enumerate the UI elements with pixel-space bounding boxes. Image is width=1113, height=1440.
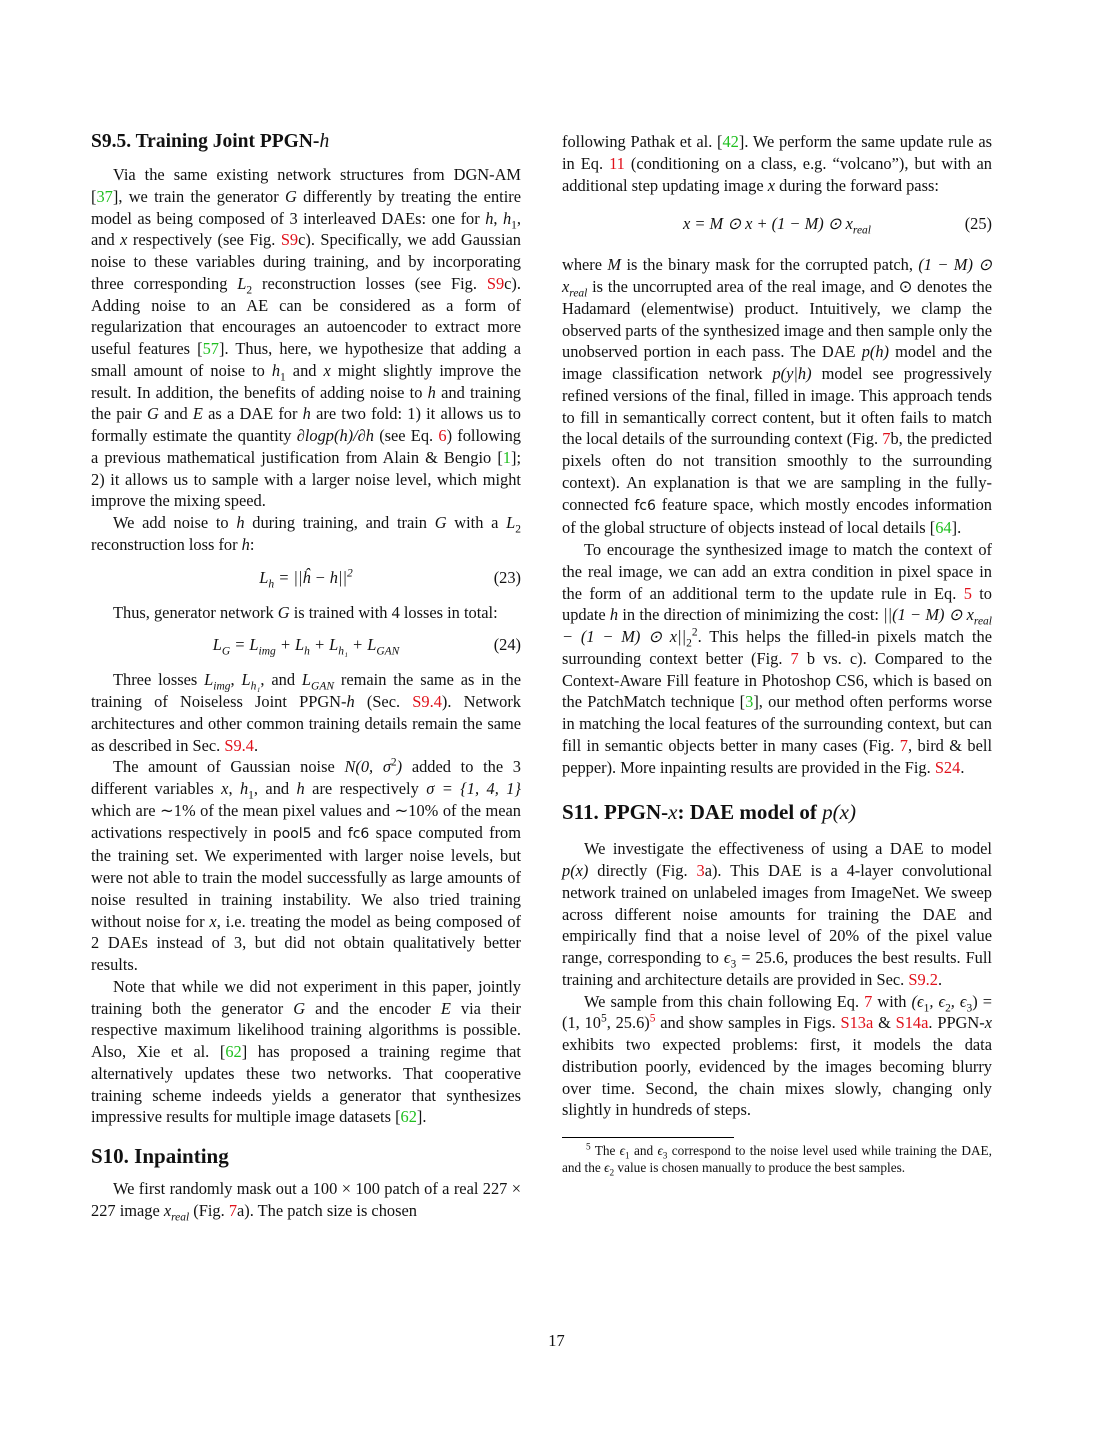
figure-ref-link[interactable]: 7 bbox=[790, 648, 799, 668]
text-run: fc6 bbox=[634, 497, 656, 514]
text-run: and bbox=[158, 404, 193, 424]
section-ref-link[interactable]: S9.4 bbox=[412, 692, 442, 711]
equation-ref-link[interactable]: 5 bbox=[963, 583, 972, 603]
text-run: and show samples in Figs. bbox=[655, 1013, 841, 1033]
text-run: , ϵ bbox=[950, 991, 967, 1011]
equation-number: (25) bbox=[964, 214, 992, 234]
text-run: ) = (1, 10 bbox=[562, 991, 992, 1033]
citation-link[interactable]: 1 bbox=[502, 447, 511, 467]
citation-link[interactable]: 62 bbox=[225, 1042, 242, 1061]
text-run: x = M ⊙ x + (1 − M) ⊙ x bbox=[683, 214, 853, 234]
text-run: (1 − M) ⊙ x bbox=[562, 255, 993, 296]
figure-ref-link[interactable]: 7 bbox=[882, 429, 891, 449]
figure-ref-link[interactable]: S14a bbox=[895, 1013, 929, 1033]
section-ref-link[interactable]: S9.4 bbox=[224, 735, 254, 755]
text-run: reconstruction losses (see Fig. bbox=[252, 273, 487, 293]
footnote-divider bbox=[562, 1137, 734, 1138]
text-run: might slightly improve the result. In addition, the benefits of adding noise to bbox=[91, 360, 521, 402]
equation-number: (23) bbox=[493, 567, 521, 587]
equation-ref-link[interactable]: 7 bbox=[864, 991, 873, 1011]
text-run: pool5 bbox=[272, 825, 312, 842]
text-run: G bbox=[293, 998, 306, 1018]
paragraph bbox=[91, 756, 521, 976]
text-run: , i.e. treating the model as being composed of 2 DAEs instead of 3, but did not obtain qualitatively better results. bbox=[91, 911, 521, 974]
figure-ref-link[interactable]: S13a bbox=[840, 1013, 874, 1033]
text-run: c). Adding noise to an AE can be considered as a form of regularization that encourages an autoencoder to extract more useful features [ bbox=[91, 273, 521, 358]
text-run: + L bbox=[309, 635, 339, 655]
text-run: (conditioning on a class, e.g. “volcano”), but with an additional step updating image bbox=[562, 153, 993, 195]
text-run: is trained with 4 losses in total: bbox=[289, 602, 498, 622]
text-run: h bbox=[485, 208, 494, 228]
text-run: and bbox=[629, 1143, 658, 1158]
left-column bbox=[91, 130, 521, 1222]
citation-link[interactable]: 3 bbox=[745, 692, 754, 712]
equation-ref-link[interactable]: 11 bbox=[609, 153, 625, 173]
text-run: , and bbox=[260, 670, 302, 690]
text-run: G bbox=[434, 513, 447, 532]
figure-ref-link[interactable]: 3 bbox=[696, 861, 705, 880]
text-run: = ||ĥ − h|| bbox=[274, 567, 348, 587]
text-run: Via the same existing network structures from DGN-AM bbox=[113, 165, 521, 184]
paragraph bbox=[562, 838, 992, 990]
text-run: We first randomly mask out a bbox=[113, 1179, 313, 1198]
text-run: ϵ bbox=[657, 1143, 663, 1158]
text-run: c). Specifically, we add Gaussian noise to these variables during training, and by incorporating three corresponding bbox=[91, 230, 521, 293]
text-run: patch of a real bbox=[379, 1179, 483, 1198]
text-run: a). This DAE is a 4-layer convolutional network trained on unlabeled images from ImageNet. We sweep across different noise amounts for training the DAE and empirically find that a noise level of 20% of the pixel value range, corresponding to bbox=[562, 861, 992, 967]
text-run: x bbox=[120, 230, 128, 250]
text-run: h bbox=[502, 208, 512, 228]
text-run: image bbox=[115, 1200, 164, 1220]
text-run: ) bbox=[396, 757, 403, 777]
text-run: . This helps the filled-in pixels match the surrounding context better (Fig. bbox=[562, 627, 992, 668]
text-run: L bbox=[259, 567, 269, 587]
text-run: x bbox=[668, 800, 678, 825]
text-run: h bbox=[319, 131, 330, 152]
text-run: 2 bbox=[347, 567, 353, 580]
section-ref-link[interactable]: S9.2 bbox=[908, 969, 938, 989]
text-run: , ϵ bbox=[929, 991, 946, 1011]
text-run: h bbox=[271, 360, 281, 380]
text-run: x bbox=[163, 1200, 172, 1220]
text-run: is the binary mask for the corrupted patch, bbox=[621, 255, 919, 275]
text-run: b vs. c). Compared to the Context-Aware Fill feature in Photoshop CS6, which is based on the PatchMatch technique [ bbox=[562, 648, 992, 712]
text-run: E bbox=[192, 404, 203, 424]
text-run: 1 bbox=[625, 1151, 630, 1162]
text-run: , produces the best results. Full training and architecture details are provided in Sec. bbox=[562, 948, 992, 989]
text-run: Thus, generator network bbox=[113, 602, 278, 622]
text-run: real bbox=[569, 287, 588, 300]
text-run: b, the predicted pixels often do not transition smoothly to the surrounding context). An explanation is that we are sampling in the fully-connected bbox=[562, 429, 992, 514]
paragraph bbox=[91, 669, 521, 756]
text-run: correspond to the noise level used while training the DAE, and the bbox=[562, 1143, 992, 1175]
text-run: 2 bbox=[945, 1001, 951, 1014]
text-run: , bbox=[228, 779, 240, 798]
text-run: ϵ bbox=[604, 1160, 610, 1175]
text-run: 100 × 100 bbox=[312, 1179, 380, 1198]
text-run: and training the pair bbox=[91, 382, 522, 424]
text-run: img bbox=[258, 645, 276, 658]
text-run: x bbox=[209, 911, 217, 931]
text-run: and the encoder bbox=[305, 998, 441, 1018]
text-run: during training, and train bbox=[244, 513, 435, 532]
text-run: following Pathak et al. [ bbox=[562, 132, 723, 151]
text-run: (see Eq. bbox=[373, 426, 439, 445]
equation-number: (24) bbox=[493, 635, 521, 655]
paragraph bbox=[562, 539, 992, 778]
text-run: σ = {1, 4, 1} bbox=[426, 779, 521, 798]
text-run: via their respective maximum likelihood training algorithms is possible. Also, Xie et al. [ bbox=[91, 998, 521, 1061]
citation-link[interactable]: 37 bbox=[96, 186, 113, 206]
text-run: S11. PPGN- bbox=[562, 800, 669, 825]
text-run: = 25.6 bbox=[736, 948, 785, 967]
text-run: We add noise to bbox=[113, 513, 237, 532]
figure-ref-link[interactable]: 7 bbox=[228, 1200, 238, 1220]
text-run: added to the 3 different variables bbox=[91, 757, 521, 798]
text-run: with bbox=[872, 991, 912, 1011]
text-run: respectively (see Fig. bbox=[127, 230, 281, 250]
text-run: ]. We perform the same update rule as in Eq. bbox=[562, 132, 992, 173]
text-run: h bbox=[304, 645, 310, 658]
text-run: : bbox=[249, 534, 255, 554]
text-run: We sample from this chain following Eq. bbox=[584, 991, 865, 1011]
text-run: , bbox=[493, 208, 503, 228]
text-run: ]. bbox=[951, 518, 962, 538]
text-run: G bbox=[284, 186, 297, 206]
equation-24 bbox=[91, 633, 521, 657]
text-run: The amount of Gaussian noise bbox=[113, 757, 345, 777]
text-run: fc6 bbox=[347, 825, 370, 842]
text-run: during the forward pass: bbox=[775, 175, 939, 195]
citation-link[interactable]: 57 bbox=[202, 339, 219, 358]
text-run: in the direction of minimizing the cost: bbox=[618, 605, 884, 625]
text-run: − (1 − M) ⊙ x|| bbox=[562, 627, 687, 646]
text-run: and bbox=[285, 360, 324, 380]
text-run: The bbox=[590, 1143, 620, 1158]
right-column bbox=[562, 131, 993, 1179]
page-number: 17 bbox=[548, 1331, 565, 1350]
text-run: 1 bbox=[923, 1001, 930, 1014]
text-run: h bbox=[427, 382, 436, 402]
text-run: are respectively bbox=[304, 779, 427, 798]
text-run: real bbox=[973, 615, 992, 628]
text-run: ϵ bbox=[619, 1143, 626, 1158]
text-run: with a bbox=[446, 513, 507, 532]
text-run: ∂logp(h)/∂h bbox=[296, 426, 374, 445]
text-run: img bbox=[213, 680, 231, 693]
text-run: p(h) bbox=[861, 342, 889, 362]
text-run: h bbox=[236, 513, 245, 532]
text-run: ]. Thus, here, we hypothesize that adding a small amount of noise to bbox=[91, 339, 521, 380]
text-run: real bbox=[852, 224, 871, 237]
figure-ref-link[interactable]: S9 bbox=[280, 230, 299, 250]
text-run: Three losses bbox=[113, 670, 205, 690]
text-run: 227 × 227 bbox=[91, 1179, 521, 1220]
text-run: [ bbox=[91, 186, 97, 206]
text-run: E bbox=[440, 998, 451, 1018]
text-run: p(y|h) bbox=[772, 364, 812, 383]
text-run: h₁ bbox=[250, 680, 261, 693]
text-run: L bbox=[506, 513, 516, 532]
text-run: h bbox=[241, 534, 250, 554]
text-run: real bbox=[171, 1211, 190, 1224]
text-run: 3 bbox=[730, 958, 737, 971]
text-run: + L bbox=[275, 635, 305, 655]
text-run: GAN bbox=[376, 645, 400, 658]
text-run: which are ∼1% of the mean pixel values and ∼10% of the mean activations respectively in bbox=[91, 800, 521, 842]
text-run: differently by treating the entire model as being composed of 3 interleaved DAEs: one for bbox=[91, 186, 521, 228]
text-run: h₁ bbox=[338, 645, 348, 658]
paragraph bbox=[91, 164, 521, 512]
equation-ref-link[interactable]: 6 bbox=[438, 426, 447, 445]
footnote-marker-link[interactable]: 5 bbox=[649, 1012, 656, 1025]
text-run: M bbox=[607, 255, 622, 275]
text-run: We investigate the effectiveness of using a DAE to model bbox=[584, 839, 992, 859]
text-run: To encourage the synthesized image to match the context of the real image, we can add an extra condition in pixel space in the form of an additional term to the update rule in Eq. bbox=[562, 540, 992, 603]
text-run: ]. bbox=[416, 1107, 427, 1127]
text-run: L bbox=[204, 670, 214, 690]
text-run: 3 bbox=[662, 1151, 668, 1162]
text-run: L bbox=[212, 635, 222, 655]
footnote bbox=[562, 1142, 992, 1179]
text-run: model see progressively refined versions of the final, filled in image. This approach tends to fill in semantically correct content, but it often fails to match the local details of the surrounding context (Fig. bbox=[562, 364, 992, 449]
text-run: G bbox=[221, 645, 231, 658]
text-run: to update bbox=[562, 583, 992, 625]
text-run: 2 bbox=[686, 637, 692, 650]
text-run: are two fold: 1) it allows us to formally estimate the quantity bbox=[91, 404, 521, 445]
text-run: x bbox=[323, 360, 331, 380]
text-run: remain the same as in the training of Noiseless Joint PPGN- bbox=[91, 670, 521, 711]
text-run: space computed from the training set. We experimented with larger noise levels, but were not able to train the model successfully as large amounts of noise resulted in training instability. We also tried training without noise for bbox=[91, 822, 521, 931]
text-run: 5 bbox=[586, 1142, 591, 1153]
text-run: : DAE model of bbox=[677, 800, 823, 825]
text-run: 2 bbox=[609, 1168, 615, 1179]
section-heading-s11 bbox=[562, 800, 992, 824]
section-heading-s10: S10. Inpainting bbox=[91, 1144, 229, 1168]
text-run: , 25.6) bbox=[606, 1013, 650, 1033]
paragraph bbox=[562, 991, 992, 1122]
text-run: is the uncorrupted area of the real image, and ⊙ denotes the Hadamard (elementwise) product. Intuitively, we clamp the observed parts of the synthesized image and then sample only the unobserved portion in each pass. The DAE bbox=[562, 277, 992, 362]
text-run: & bbox=[873, 1013, 896, 1033]
paragraph bbox=[562, 131, 992, 196]
text-run: 1 bbox=[280, 371, 286, 384]
text-run: ]; 2) it allows us to sample with a larger noise level, which might improve the mixing speed. bbox=[91, 447, 521, 511]
text-run: p(x) bbox=[822, 800, 856, 825]
text-run: h bbox=[296, 779, 305, 798]
text-run: L bbox=[301, 670, 312, 690]
text-run: h bbox=[268, 577, 275, 590]
text-run: 2 bbox=[246, 284, 253, 297]
text-run: L bbox=[237, 273, 247, 293]
text-run: ], we train the generator bbox=[112, 186, 285, 206]
paragraph bbox=[91, 512, 521, 556]
citation-link[interactable]: 42 bbox=[722, 132, 739, 151]
text-run: 2 bbox=[515, 523, 521, 536]
text-run: p(x) bbox=[562, 861, 589, 880]
text-run: (ϵ bbox=[911, 991, 924, 1011]
text-run: x bbox=[767, 175, 776, 195]
text-run: G bbox=[146, 404, 159, 424]
figure-ref-link[interactable]: 7 bbox=[899, 735, 908, 755]
text-run: . PPGN- bbox=[928, 1013, 985, 1033]
text-run: h bbox=[239, 779, 249, 798]
text-run: (Sec. bbox=[354, 692, 413, 711]
text-run: + L bbox=[347, 635, 377, 655]
text-run: and bbox=[311, 822, 348, 842]
text-run: a). The patch size is chosen bbox=[237, 1200, 417, 1220]
text-run: G bbox=[277, 602, 290, 622]
text-run: GAN bbox=[311, 680, 334, 693]
paragraph bbox=[562, 254, 992, 539]
text-run: h bbox=[609, 605, 619, 625]
paragraph bbox=[91, 1178, 521, 1222]
text-run: , and bbox=[91, 208, 521, 250]
text-run: reconstruction loss for bbox=[91, 534, 242, 554]
text-run: , bbox=[230, 670, 242, 690]
paragraph bbox=[91, 976, 521, 1128]
text-run: ϵ bbox=[723, 948, 731, 967]
text-run: value is chosen manually to produce the best samples. bbox=[614, 1160, 906, 1175]
text-run: exhibits two expected problems: first, it models the data distribution poorly, evidenced by the images becoming blurry over time. Second, the chain mixes slowly, changing only slightly in hundreds of steps. bbox=[562, 1035, 992, 1120]
text-run: 2 bbox=[691, 626, 698, 639]
text-run: feature space, which mostly encodes information of the global structure of objects instead of local details [ bbox=[562, 494, 992, 538]
text-run: h bbox=[302, 404, 311, 424]
citation-link[interactable]: 64 bbox=[935, 518, 952, 538]
text-run bbox=[259, 566, 353, 590]
equation-25 bbox=[562, 212, 992, 236]
text-run: ], our method often performs worse in matching the local features of the surrounding context, but can fill in semantic objects better in many cases (Fig. bbox=[562, 692, 992, 755]
text-run: S9.5. Training Joint PPGN- bbox=[91, 131, 320, 152]
paragraph bbox=[91, 602, 521, 624]
text-run bbox=[213, 633, 400, 657]
equation-23 bbox=[91, 566, 521, 590]
text-run: model and the image classification network bbox=[562, 342, 993, 383]
text-run: (Fig. bbox=[189, 1200, 229, 1220]
text-run: x bbox=[221, 779, 229, 798]
text-run: 1 bbox=[511, 218, 517, 231]
text-run: N(0, σ bbox=[344, 757, 391, 777]
text-run: ] has proposed a training regime that alternatively updates these two networks. That cooperative training scheme indeeds yields a generator that synthesizes impressive results for multiple image datasets [ bbox=[91, 1042, 521, 1127]
text-run: L bbox=[241, 670, 251, 690]
text-run: . bbox=[960, 757, 965, 777]
text-run: . bbox=[253, 735, 259, 755]
text-run: 1 bbox=[248, 789, 254, 802]
figure-ref-link[interactable]: S24 bbox=[934, 757, 961, 777]
text-run: 3 bbox=[966, 1001, 973, 1014]
text-run: h bbox=[346, 692, 355, 711]
text-run: x bbox=[984, 1013, 992, 1033]
text-run bbox=[683, 212, 871, 236]
text-run: , and bbox=[253, 779, 297, 798]
text-run: = L bbox=[230, 635, 259, 655]
text-run: , bird & bell pepper). More inpainting results are provided in the Fig. bbox=[562, 735, 992, 777]
text-run: 2 bbox=[390, 756, 397, 769]
section-heading-s9-5 bbox=[91, 130, 521, 154]
text-run: 5 bbox=[600, 1012, 607, 1025]
text-run: ||(1 − M) ⊙ x bbox=[883, 605, 974, 625]
text-run: Note that while we did not experiment in this paper, jointly training both the generator bbox=[91, 976, 521, 1018]
text-run: ). Network architectures and other common training details remain the same as described in Sec. bbox=[91, 692, 521, 755]
citation-link[interactable]: 62 bbox=[400, 1107, 417, 1127]
figure-ref-link[interactable]: S9 bbox=[486, 273, 505, 293]
text-run: . bbox=[937, 969, 943, 989]
text-run: ) following a previous mathematical justification from Alain & Bengio [ bbox=[91, 426, 521, 467]
text-run: directly (Fig. bbox=[588, 861, 697, 880]
text-run: where bbox=[562, 255, 608, 275]
text-run: as a DAE for bbox=[202, 404, 303, 424]
